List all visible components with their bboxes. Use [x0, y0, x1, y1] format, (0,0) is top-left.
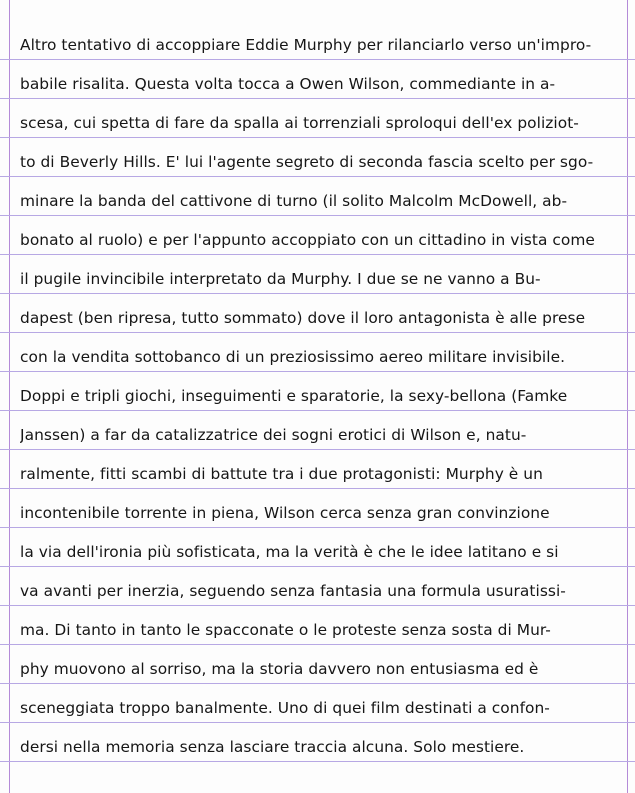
handwritten-line: Janssen) a far da catalizzatrice dei sogni erotici di Wilson e, natu- [20, 426, 527, 444]
handwritten-line: Altro tentativo di accoppiare Eddie Murphy per rilanciarlo verso un'impro- [20, 36, 592, 54]
handwritten-line: scesa, cui spetta di fare da spalla ai torrenziali sproloqui dell'ex poliziot- [20, 114, 579, 132]
handwritten-line: va avanti per inerzia, seguendo senza fantasia una formula usuratissi- [20, 582, 566, 600]
handwritten-line: Doppi e tripli giochi, inseguimenti e sparatorie, la sexy-bellona (Famke [20, 387, 568, 405]
handwritten-line: ralmente, fitti scambi di battute tra i due protagonisti: Murphy è un [20, 465, 543, 483]
right-margin-line [627, 0, 628, 793]
handwritten-line: ma. Di tanto in tanto le spacconate o le proteste senza sosta di Mur- [20, 621, 551, 639]
handwritten-line: il pugile invincibile interpretato da Murphy. I due se ne vanno a Bu- [20, 270, 541, 288]
handwritten-line: bonato al ruolo) e per l'appunto accoppiato con un cittadino in vista come [20, 231, 595, 249]
handwritten-line: phy muovono al sorriso, ma la storia davvero non entusiasma ed è [20, 660, 539, 678]
handwritten-line: incontenibile torrente in piena, Wilson cerca senza gran convinzione [20, 504, 550, 522]
handwritten-line: minare la banda del cattivone di turno (il solito Malcolm McDowell, ab- [20, 192, 568, 210]
handwritten-line: sceneggiata troppo banalmente. Uno di quei film destinati a confon- [20, 699, 550, 717]
handwritten-line: dersi nella memoria senza lasciare traccia alcuna. Solo mestiere. [20, 738, 525, 756]
handwritten-line: con la vendita sottobanco di un preziosissimo aereo militare invisibile. [20, 348, 566, 366]
handwritten-line: babile risalita. Questa volta tocca a Owen Wilson, commediante in a- [20, 75, 556, 93]
handwritten-line: la via dell'ironia più sofisticata, ma la verità è che le idee latitano e si [20, 543, 559, 561]
handwritten-line: to di Beverly Hills. E' lui l'agente segreto di seconda fascia scelto per sgo- [20, 153, 594, 171]
left-margin-line [9, 0, 10, 793]
handwritten-line: dapest (ben ripresa, tutto sommato) dove il loro antagonista è alle prese [20, 309, 586, 327]
